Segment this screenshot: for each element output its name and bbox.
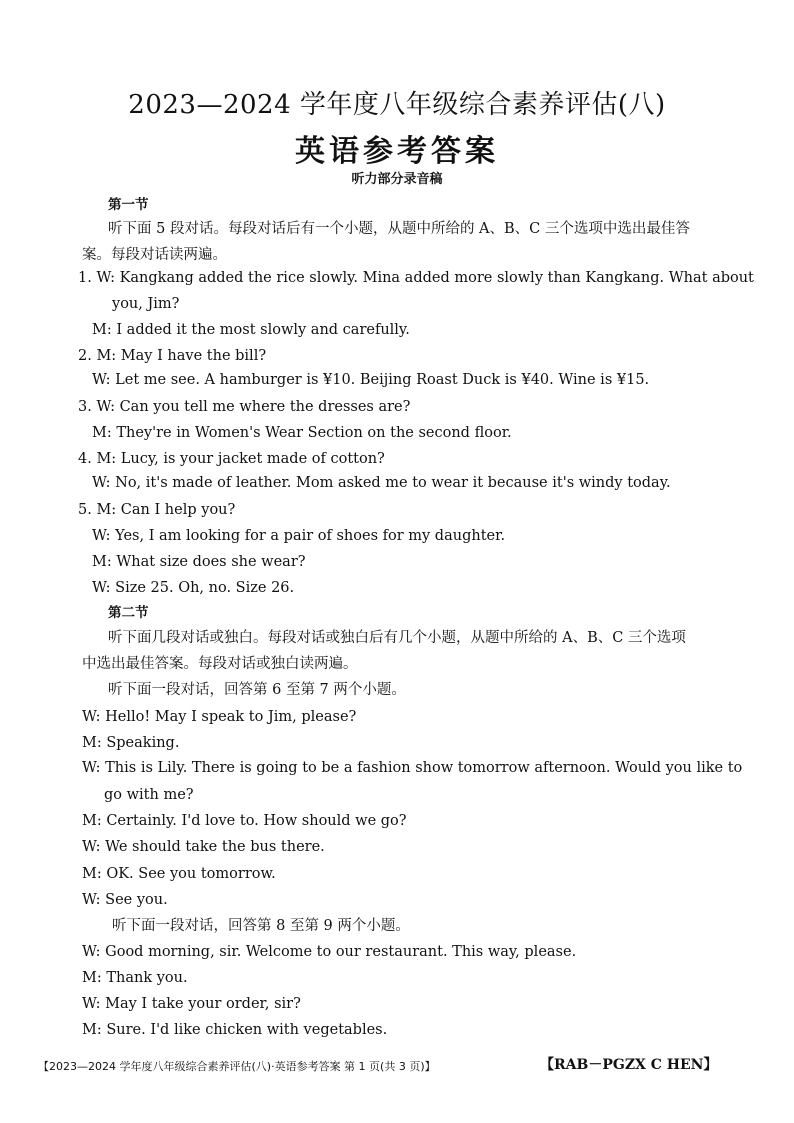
dialogue-line: M: Thank you. bbox=[82, 970, 188, 986]
dialogue-line: 5. M: Can I help you? bbox=[78, 502, 236, 518]
dialogue-line: W: Yes, I am looking for a pair of shoes for my daughter. bbox=[92, 528, 506, 544]
dialogue-line: 4. M: Lucy, is your jacket made of cotton? bbox=[78, 451, 385, 467]
dialogue-line: 1. W: Kangkang added the rice slowly. Mina added more slowly than Kangkang. What about bbox=[78, 270, 754, 286]
dialogue-line: 2. M: May I have the bill? bbox=[78, 348, 267, 364]
section-heading-1: 第一节 bbox=[108, 197, 149, 213]
dialogue-line: W: Hello! May I speak to Jim, please? bbox=[82, 709, 357, 725]
instruction-line: 听下面一段对话，回答第 6 至第 7 两个小题。 bbox=[108, 682, 406, 698]
dialogue-line: W: Let me see. A hamburger is ¥10. Beijing Roast Duck is ¥40. Wine is ¥15. bbox=[92, 372, 650, 388]
dialogue-line: M: OK. See you tomorrow. bbox=[82, 866, 276, 882]
dialogue-line: W: Good morning, sir. Welcome to our restaurant. This way, please. bbox=[82, 944, 577, 960]
section-heading-2: 第二节 bbox=[108, 605, 149, 621]
dialogue-line: W: May I take your order, sir? bbox=[82, 996, 301, 1012]
dialogue-line: W: See you. bbox=[82, 892, 168, 908]
dialogue-line: go with me? bbox=[104, 787, 194, 803]
instruction-line: 听下面 5 段对话。每段对话后有一个小题，从题中所给的 A、B、C 三个选项中选出最佳答 bbox=[108, 221, 690, 237]
dialogue-line: W: This is Lily. There is going to be a fashion show tomorrow afternoon. Would you like to bbox=[82, 760, 743, 776]
dialogue-line: you, Jim? bbox=[112, 296, 180, 312]
dialogue-line: M: Speaking. bbox=[82, 735, 180, 751]
dialogue-line: M: Certainly. I'd love to. How should we go? bbox=[82, 813, 407, 829]
document-subtitle: 英语参考答案 bbox=[295, 134, 499, 169]
dialogue-line: W: We should take the bus there. bbox=[82, 839, 325, 855]
footer-page-info: 【2023—2024 学年度八年级综合素养评估(八)·英语参考答案 第 1 页(共 3 页)】 bbox=[38, 1060, 436, 1073]
instruction-line: 听下面一段对话，回答第 8 至第 9 两个小题。 bbox=[112, 918, 410, 934]
dialogue-line: M: Sure. I'd like chicken with vegetables. bbox=[82, 1022, 388, 1038]
section-label: 听力部分录音稿 bbox=[351, 172, 443, 187]
dialogue-line: M: I added it the most slowly and carefully. bbox=[92, 322, 410, 338]
dialogue-line: W: Size 25. Oh, no. Size 26. bbox=[92, 580, 295, 596]
document-title: 2023—2024 学年度八年级综合素养评估(八) bbox=[128, 90, 666, 120]
instruction-line: 案。每段对话读两遍。 bbox=[82, 247, 227, 263]
footer-code: 【RAB－PGZX C HEN】 bbox=[540, 1057, 718, 1073]
dialogue-line: M: What size does she wear? bbox=[92, 554, 306, 570]
instruction-line: 听下面几段对话或独白。每段对话或独白后有几个小题，从题中所给的 A、B、C 三个选项 bbox=[108, 630, 686, 646]
instruction-line: 中选出最佳答案。每段对话或独白读两遍。 bbox=[82, 656, 358, 672]
dialogue-line: W: No, it's made of leather. Mom asked me to wear it because it's windy today. bbox=[92, 475, 671, 491]
dialogue-line: 3. W: Can you tell me where the dresses are? bbox=[78, 399, 411, 415]
dialogue-line: M: They're in Women's Wear Section on the second floor. bbox=[92, 425, 512, 441]
